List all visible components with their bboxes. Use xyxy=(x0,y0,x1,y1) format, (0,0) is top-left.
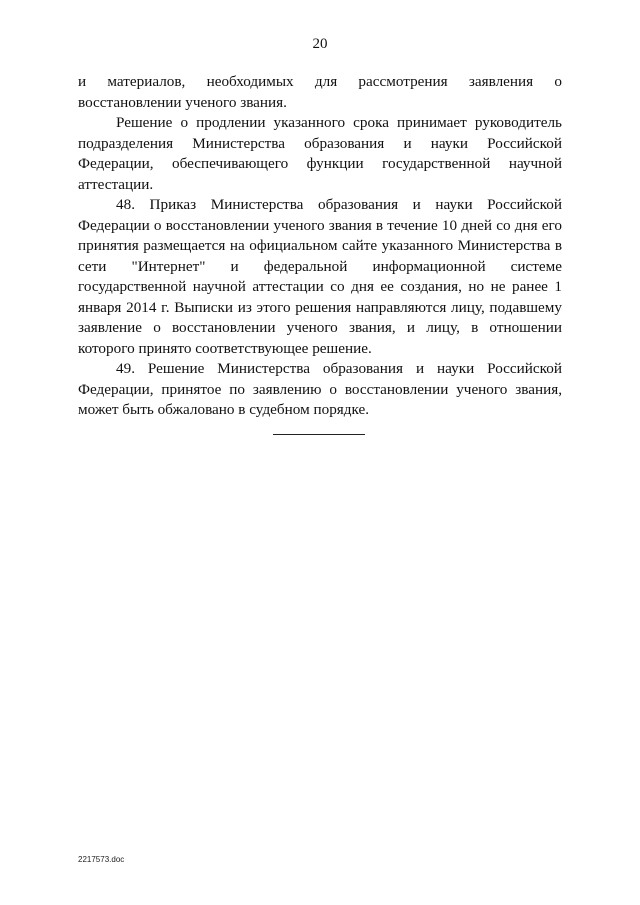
paragraph-extension-decision: Решение о продлении указанного срока принимает руководитель подразделения Министерства образования и науки Российской Федерации, обеспечивающего функции государственной научной аттестации. xyxy=(78,114,562,193)
document-body xyxy=(78,72,562,421)
end-of-text-rule xyxy=(273,434,365,435)
paragraph-item-49: 49. Решение Министерства образования и науки Российской Федерации, принятое по заявлению о восстановлении ученого звания, может быть обжаловано в судебном порядке. xyxy=(78,360,562,418)
paragraph-continuation: и материалов, необходимых для рассмотрения заявления о восстановлении ученого звания. xyxy=(78,73,562,111)
paragraph-item-48: 48. Приказ Министерства образования и науки Российской Федерации о восстановлении ученого звания в течение 10 дней со дня его принятия размещается на официальном сайте указанного Министерства в сети "Интернет" и федеральной информационной системе государственной научной аттестации со дня ее создания, но не ранее 1 января 2014 г. Выписки из этого решения направляются лицу, подавшему заявление о восстановлении ученого звания, и лицу, в отношении которого принято соответствующее решение. xyxy=(78,196,562,357)
page-number: 20 xyxy=(312,36,328,52)
footer-document-id: 2217573.doc xyxy=(78,855,125,864)
